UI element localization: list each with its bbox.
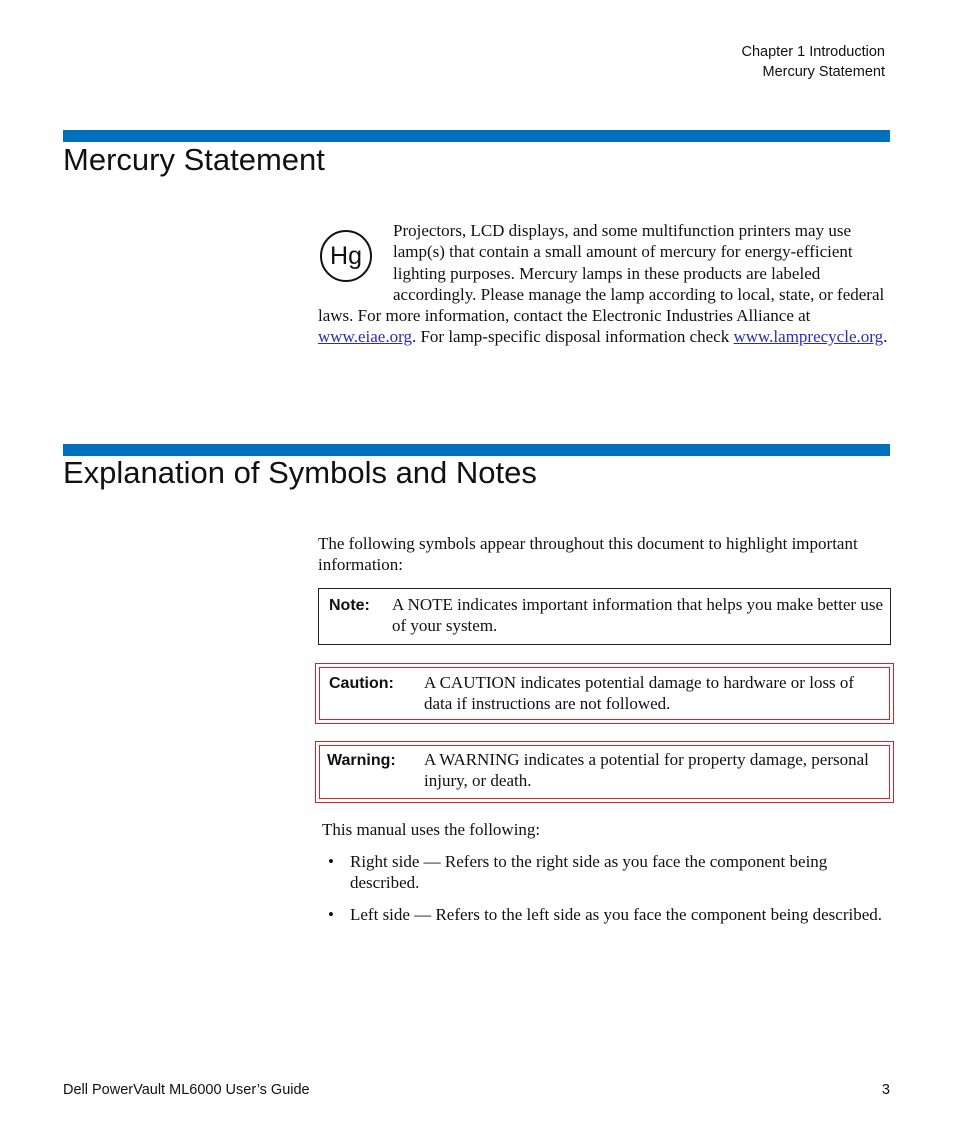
mercury-text-part3: . <box>883 327 888 347</box>
icon-spacer <box>318 220 393 304</box>
caution-box <box>315 663 894 724</box>
lamprecycle-link[interactable]: www.lamprecycle.org <box>733 327 884 347</box>
list-item-text: Left side — Refers to the left side as you face the component being described. <box>350 904 883 924</box>
mercury-paragraph <box>318 220 893 348</box>
section-rule <box>63 130 890 142</box>
conventions-list <box>328 851 893 935</box>
header-chapter: Chapter 1 Introduction <box>741 44 885 60</box>
header-section: Mercury Statement <box>762 64 885 80</box>
note-label: Note: <box>329 597 370 614</box>
symbols-intro: The following symbols appear throughout this document to highlight important information: <box>318 534 858 575</box>
warning-box <box>315 741 894 803</box>
note-box <box>318 588 891 645</box>
list-item <box>328 851 893 894</box>
bullet-icon: • <box>328 852 334 871</box>
footer-guide-title: Dell PowerVault ML6000 User’s Guide <box>63 1082 310 1098</box>
mercury-section-title: Mercury Statement <box>63 142 325 177</box>
running-header <box>742 42 885 82</box>
mercury-text-part1: Projectors, LCD displays, and some multifunction printers may use lamp(s) that contain a small amount of mercury for energy-efficient lighting purposes. Mercury lamps in these products are labeled accordingly. Please manage the lamp according to local, state, or federal laws. For more information, contact the Electronic Industries Alliance at <box>318 221 885 326</box>
warning-text: A WARNING indicates a potential for property damage, personal injury, or death. <box>424 750 869 791</box>
symbols-section-title: Explanation of Symbols and Notes <box>63 455 537 490</box>
eiae-link[interactable]: www.eiae.org <box>318 327 412 347</box>
caution-text: A CAUTION indicates potential damage to hardware or loss of data if instructions are not followed. <box>424 673 855 714</box>
note-text: A NOTE indicates important information that helps you make better use of your system. <box>392 595 883 636</box>
caution-label: Caution: <box>329 675 394 692</box>
page-number: 3 <box>881 1082 890 1098</box>
manual-uses-text: This manual uses the following: <box>322 820 541 839</box>
mercury-text-part2: . For lamp-specific disposal information check <box>411 327 734 347</box>
running-footer <box>63 1080 890 1100</box>
hg-icon-label: Hg <box>330 241 362 270</box>
bullet-icon: • <box>328 904 334 924</box>
list-item-text: Right side — Refers to the right side as you face the component being described. <box>350 852 828 893</box>
warning-label: Warning: <box>327 752 396 769</box>
list-item <box>328 904 893 925</box>
